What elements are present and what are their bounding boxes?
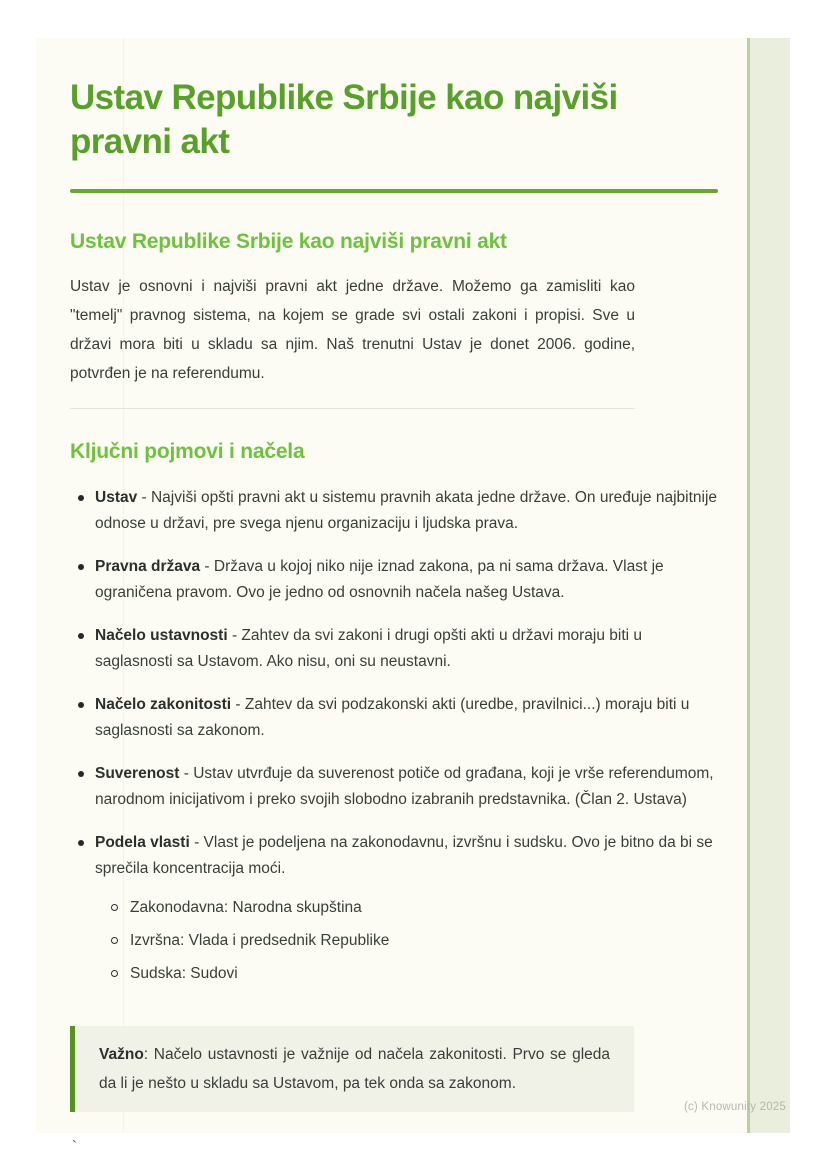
page-content xyxy=(70,38,718,1155)
list-item-text xyxy=(95,485,718,537)
term-description: - Zahtev da svi podzakonski akti (uredbe, pravilnici...) moraju biti u saglasnosti sa zakonom. xyxy=(95,696,690,740)
copyright-footer: (c) Knowunity 2025 xyxy=(683,1101,786,1113)
sub-list-item xyxy=(95,961,718,987)
stray-backtick-mark: ` xyxy=(72,1138,77,1156)
bullet-marker xyxy=(78,702,84,708)
title-divider-rule xyxy=(70,189,718,193)
term-label: Suverenost xyxy=(95,765,180,783)
list-item xyxy=(70,761,718,813)
important-callout xyxy=(70,1026,634,1112)
term-label: Ustav xyxy=(95,489,138,507)
document-page xyxy=(36,38,790,1156)
callout-text xyxy=(99,1040,610,1098)
term-description: - Zahtev da svi zakoni i drugi opšti akti u državi moraju biti u saglasnosti sa Ustavom. Ako nisu, oni su neustavni. xyxy=(95,627,643,671)
term-description: - Ustav utvrđuje da suverenost potiče od građana, koji je vrše referendumom, narodnom inicijativom i preko svojih slobodno izabranih predstavnika. (Član 2. Ustava) xyxy=(95,765,714,809)
intro-paragraph: Ustav je osnovni i najviši pravni akt jedne države. Možemo ga zamisliti kao "temelj" pravnog sistema, na kojem se grade svi ostali zakoni i propisi. Sve u državi mora biti u skladu sa njim. Naš trenutni Ustav je donet 2006. godine, potvrđen je na referendumu. xyxy=(70,278,635,383)
bullet-marker xyxy=(78,633,84,639)
term-label: Pravna država xyxy=(95,558,201,576)
list-item-text xyxy=(95,830,718,882)
term-label: Načelo zakonitosti xyxy=(95,696,232,714)
key-concepts-list xyxy=(70,485,718,994)
list-item-text xyxy=(95,761,718,813)
bullet-marker xyxy=(78,840,84,846)
list-item xyxy=(70,830,718,994)
callout-label: Važno xyxy=(99,1046,144,1064)
term-description: - Država u kojoj niko nije iznad zakona, pa ni sama država. Vlast je ograničena pravom. Ovo je jedno od osnovnih načela našeg Ustava. xyxy=(95,558,664,602)
sub-list-item xyxy=(95,895,718,921)
list-item xyxy=(70,485,718,537)
list-item xyxy=(70,623,718,675)
callout-body: : Načelo ustavnosti je važnije od načela zakonitosti. Prvo se gleda da li je nešto u skladu sa Ustavom, pa tek onda sa zakonom. xyxy=(99,1046,610,1093)
list-item xyxy=(70,692,718,744)
sub-list-item-text: Zakonodavna: Narodna skupština xyxy=(130,899,362,917)
page-side-strip xyxy=(747,38,790,1133)
sub-list-item xyxy=(95,928,718,954)
bullet-marker xyxy=(78,564,84,570)
section-divider xyxy=(70,408,635,409)
list-item xyxy=(70,554,718,606)
term-label: Podela vlasti xyxy=(95,834,190,852)
bullet-marker xyxy=(78,495,84,501)
key-concepts-heading: Ključni pojmovi i načela xyxy=(70,440,305,464)
bullet-marker xyxy=(78,771,84,777)
circle-bullet-marker xyxy=(111,937,118,944)
intro-section-heading: Ustav Republike Srbije kao najviši pravni akt xyxy=(70,229,507,253)
term-description: - Najviši opšti pravni akt u sistemu pravnih akata jedne države. On uređuje najbitnije odnose u državi, pre svega njenu organizaciju i ljudska prava. xyxy=(95,489,718,533)
term-label: Načelo ustavnosti xyxy=(95,627,228,645)
sub-list-item-text: Sudska: Sudovi xyxy=(130,965,238,983)
term-description: - Vlast je podeljena na zakonodavnu, izvršnu i sudsku. Ovo je bitno da bi se sprečila koncentracija moći. xyxy=(95,834,713,878)
list-item-text xyxy=(95,554,718,606)
list-item-text xyxy=(95,623,718,675)
circle-bullet-marker xyxy=(111,904,118,911)
sub-list-item-text: Izvršna: Vlada i predsednik Republike xyxy=(130,932,390,950)
page-title: Ustav Republike Srbije kao najviši pravni akt xyxy=(70,78,618,162)
circle-bullet-marker xyxy=(111,970,118,977)
sub-list xyxy=(95,895,718,987)
list-item-text xyxy=(95,692,718,744)
